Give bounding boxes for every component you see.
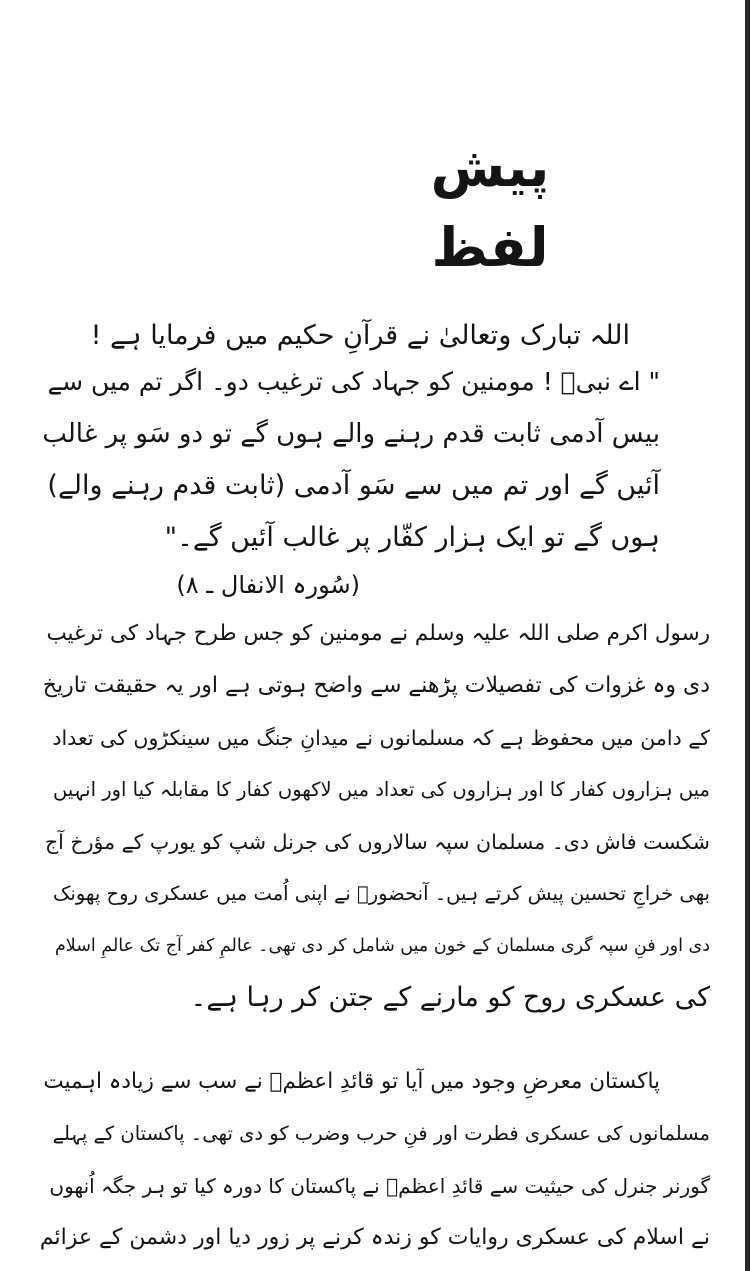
paragraph-1-line-3: کے دامن میں محفوظ ہے کہ مسلمانوں نے میدانِ جنگ میں سینکڑوں کی تعداد — [52, 726, 710, 750]
quote-line-4: ہوں گے تو ایک ہزار کفّار پر غالب آئیں گے۔" — [164, 522, 660, 553]
quote-line-3: آئیں گے اور تم میں سے سَو آدمی (ثابت قدم رہنے والے) — [47, 470, 660, 501]
paragraph-2-line-4: نے اسلام کی عسکری روایات کو زندہ کرنے پر زور دیا اور دشمن کے عزائم — [39, 1225, 710, 1250]
paragraph-2-line-2: مسلمانوں کی عسکری فطرت اور فنِ حرب وضرب کو دی تھی۔ پاکستان کے پہلے — [52, 1122, 710, 1145]
scan-edge-border — [745, 0, 750, 1271]
paragraph-1-line-6: بھی خراجِ تحسین پیش کرتے ہیں۔ آنحضورؐ نے اپنی اُمت میں عسکری روح پھونک — [52, 882, 710, 905]
paragraph-2-line-3: گورنر جنرل کی حیثیت سے قائدِ اعظمؒ نے پاکستان کا دورہ کیا تو ہر جگہ اُنھوں — [49, 1174, 710, 1198]
paragraph-1-line-1: رسول اکرم صلی اللہ علیہ وسلم نے مومنین کو جس طرح جہاد کی ترغیب — [46, 621, 710, 646]
paragraph-1-line-8: کی عسکری روح کو مارنے کے جتن کر رہا ہے۔ — [190, 982, 710, 1013]
paragraph-1-line-4: میں ہزاروں کفار کا اور ہزاروں کی تعداد میں لاکھوں کفار کا مقابلہ کیا اور انہیں — [53, 778, 710, 801]
paragraph-1-line-7: دی اور فنِ سپہ گری مسلمان کے خون میں شامل کر دی تھی۔ عالمِ کفر آج تک عالمِ اسلام — [54, 936, 710, 956]
paragraph-1-line-2: دی وہ غزوات کی تفصیلات پڑھنے سے واضح ہوتی ہے اور یہ حقیقت تاریخ — [42, 673, 710, 698]
page-title: پیش لفظ — [430, 136, 550, 279]
paragraph-1-line-5: شکست فاش دی۔ مسلمان سپہ سالاروں کی جرنل شپ کو یورپ کے مؤرخ آج — [44, 830, 710, 854]
quote-line-1: " اے نبیؐ ! مومنین کو جہاد کی ترغیب دو۔ اگر تم میں سے — [47, 367, 660, 396]
surah-reference: (سُورہ الانفال ـ ۸) — [176, 571, 360, 599]
intro-line: اللہ تبارک وتعالیٰ نے قرآنِ حکیم میں فرمایا ہے ! — [90, 320, 630, 351]
paragraph-2-line-1: پاکستان معرضِ وجود میں آیا تو قائدِ اعظمؒ نے سب سے زیادہ اہمیت — [43, 1069, 660, 1094]
quote-line-2: بیس آدمی ثابت قدم رہنے والے ہوں گے تو دو سَو پر غالب — [42, 419, 660, 449]
